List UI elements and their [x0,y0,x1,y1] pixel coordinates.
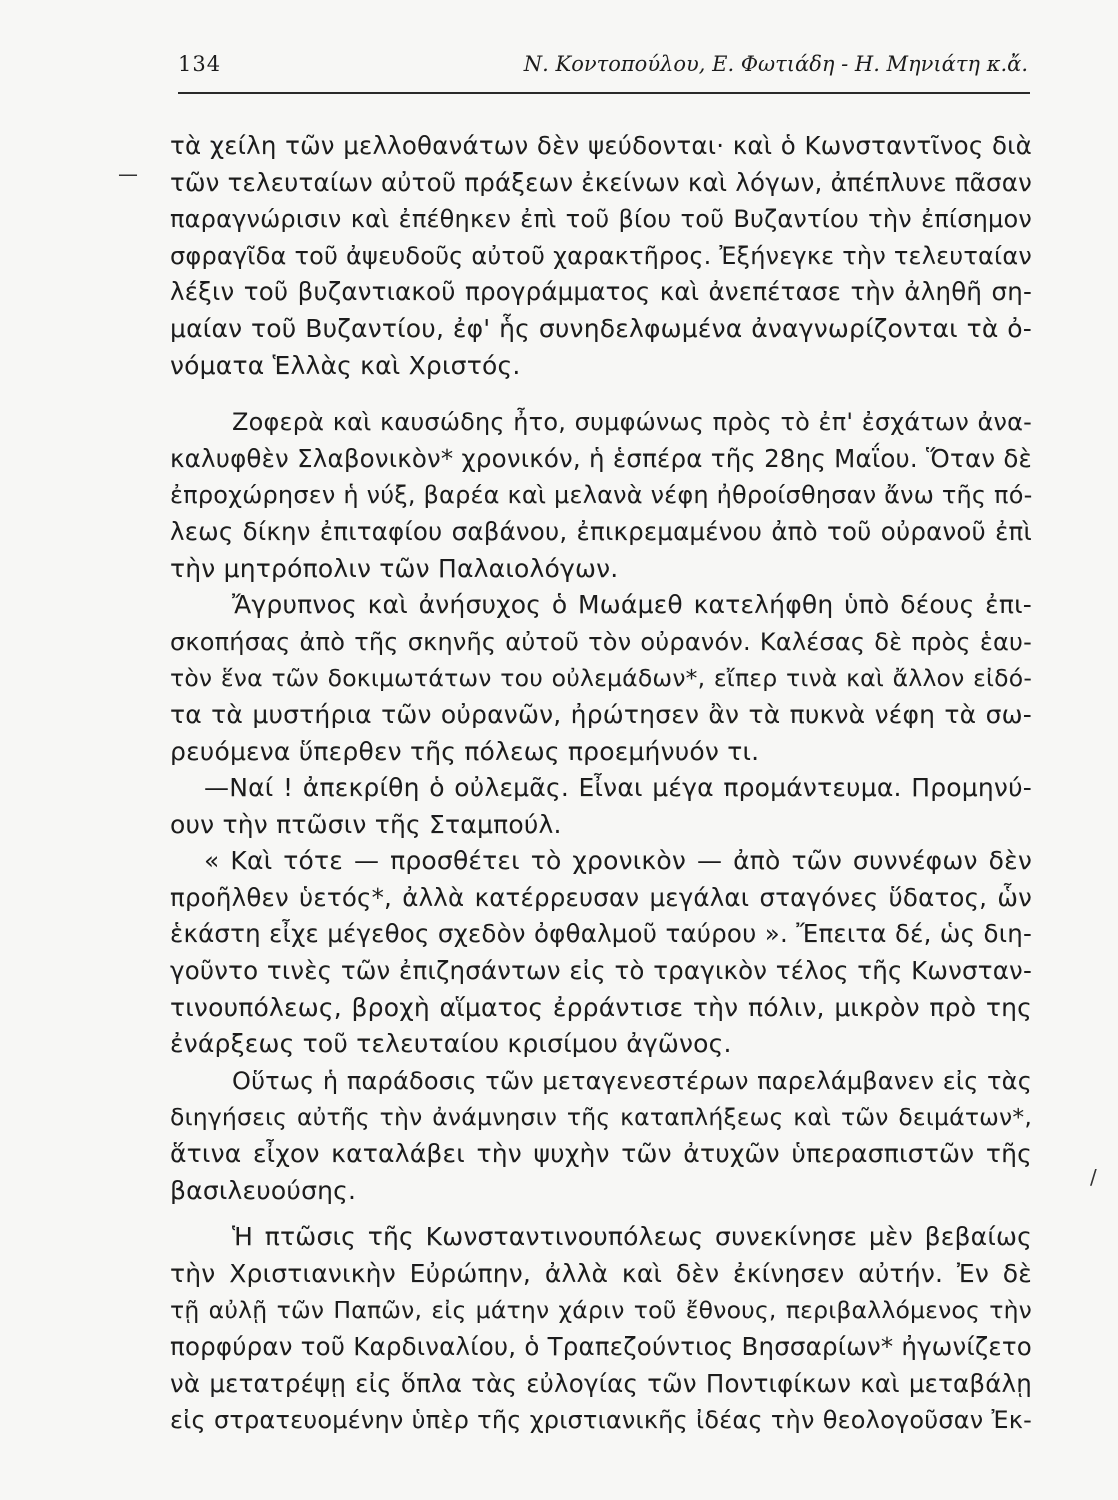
body-text [170,128,1032,1439]
page-number: 134 [178,52,222,76]
text-line: νόματα Ἑλλὰς καὶ Χριστός. [170,350,521,380]
text-line: καλυφθὲν Σλαβονικὸν* χρονικόν, ἡ ἑσπέρα τῆς 28ης Μαΐου. Ὅταν δὲ [170,443,1032,473]
paragraph [170,1219,1032,1439]
text-line: Οὕτως ἡ παράδοσις τῶν μεταγενεστέρων παρελάμβανεν εἰς τὰς [232,1066,1032,1095]
paragraph [170,1063,1032,1209]
margin-slash-mark: / [1090,1165,1097,1189]
paragraph [170,770,1032,843]
text-line: Ζοφερὰ καὶ καυσώδης ἦτο, συμφώνως πρὸς τὸ ἐπ' ἐσχάτων ἀνα- [232,408,1032,437]
paragraph [170,587,1032,770]
paragraph [170,843,1032,1063]
margin-dash-mark: — [118,162,138,186]
text-line: νὰ μετατρέψῃ εἰς ὅπλα τὰς εὐλογίας τῶν Ποντιφίκων καὶ μεταβάλῃ [170,1368,1032,1398]
paragraph [170,128,1032,384]
text-line: γοῦντο τινὲς τῶν ἐπιζησάντων εἰς τὸ τραγικὸν τέλος τῆς Κωνσταν- [170,956,1032,986]
text-line: τινουπόλεως, βροχὴ αἵματος ἐρράντισε τὴν πόλιν, μικρὸν πρὸ της [170,992,1032,1022]
running-head: Ν. Κοντοπούλου, Ε. Φωτιάδη - Η. Μηνιάτη κ.ἄ. [523,52,1028,76]
text-line: ἐνάρξεως τοῦ τελευταίου κρισίμου ἀγῶνος. [170,1029,732,1059]
text-line: μαίαν τοῦ Βυζαντίου, ἐφ' ἧς συνηδελφωμένα ἀναγνωρίζονται τὰ ὀ- [170,313,1032,343]
text-line: « Καὶ τότε — προσθέτει τὸ χρονικὸν — ἀπὸ τῶν συννέφων δὲν [204,846,1032,876]
paragraph [170,404,1032,587]
text-line: εἰς στρατευομένην ὑπὲρ τῆς χριστιανικῆς ἰδέας τὴν θεολογοῦσαν Ἐκ- [170,1406,1032,1435]
text-line: Ἡ πτῶσις τῆς Κωνσταντινουπόλεως συνεκίνησε μὲν βεβαίως [232,1222,1032,1252]
text-line: τὴν Χριστιανικὴν Εὐρώπην, ἀλλὰ καὶ δὲν ἐκίνησεν αὐτήν. Ἐν δὲ [170,1258,1032,1288]
text-line: τα τὰ μυστήρια τῶν οὐρανῶν, ἠρώτησεν ἂν τὰ πυκνὰ νέφη τὰ σω- [170,699,1032,729]
text-line: διηγήσεις αὐτῆς τὴν ἀνάμνησιν τῆς καταπλήξεως καὶ τῶν δειμάτων*, [170,1103,1032,1132]
text-line: παραγνώρισιν καὶ ἐπέθηκεν ἐπὶ τοῦ βίου τοῦ Βυζαντίου τὴν ἐπίσημον [170,205,1032,234]
text-line: τῶν τελευταίων αὐτοῦ πράξεων ἐκείνων καὶ λόγων, ἀπέπλυνε πᾶσαν [170,167,1032,197]
text-line: ἅτινα εἶχον καταλάβει τὴν ψυχὴν τῶν ἀτυχῶν ὑπερασπιστῶν τῆς [170,1139,1032,1169]
text-line: ἑκάστη εἶχε μέγεθος σχεδὸν ὀφθαλμοῦ ταύρου ». Ἔπειτα δέ, ὡς διη- [170,919,1032,949]
text-line: ουν τὴν πτῶσιν τῆς Σταμπούλ. [170,809,562,839]
text-line: ἐπροχώρησεν ἡ νύξ, βαρέα καὶ μελανὰ νέφη ἠθροίσθησαν ἄνω τῆς πό- [170,481,1033,510]
text-line: προῆλθεν ὑετός*, ἀλλὰ κατέρρευσαν μεγάλαι σταγόνες ὕδατος, ὧν [170,882,1032,912]
text-line: ρευόμενα ὕπερθεν τῆς πόλεως προεμήνυόν τι. [170,736,760,766]
text-line: σκοπήσας ἀπὸ τῆς σκηνῆς αὐτοῦ τὸν οὐρανόν. Καλέσας δὲ πρὸς ἑαυ- [170,627,1032,656]
text-line: τῇ αὐλῇ τῶν Παπῶν, εἰς μάτην χάριν τοῦ ἔθνους, περιβαλλόμενος τὴν [170,1296,1032,1325]
page-header [178,52,1030,94]
text-line: τὸν ἕνα τῶν δοκιμωτάτων του οὐλεμάδων*, εἴπερ τινὰ καὶ ἄλλον εἰδό- [170,664,1032,693]
text-line: βασιλευούσης. [170,1175,357,1205]
text-line: Ἄγρυπνος καὶ ἀνήσυχος ὁ Μωάμεθ κατελήφθη ὑπὸ δέους ἐπι- [232,590,1032,620]
text-line: σφραγῖδα τοῦ ἀψευδοῦς αὐτοῦ χαρακτῆρος. Ἐξήνεγκε τὴν τελευταίαν [170,241,1032,270]
text-line: τὰ χείλη τῶν μελλοθανάτων δὲν ψεύδονται· καὶ ὁ Κωνσταντῖνος διὰ [170,131,1032,160]
text-line: πορφύραν τοῦ Καρδιναλίου, ὁ Τραπεζούντιος Βησσαρίων* ἠγωνίζετο [170,1332,1032,1361]
text-line: —Ναί ! ἀπεκρίθη ὁ οὐλεμᾶς. Εἶναι μέγα προμάντευμα. Προμηνύ- [204,773,1032,803]
text-line: λέξιν τοῦ βυζαντιακοῦ προγράμματος καὶ ἀνεπέτασε τὴν ἀληθῆ ση- [170,277,1032,307]
text-line: τὴν μητρόπολιν τῶν Παλαιολόγων. [170,553,619,583]
text-line: λεως δίκην ἐπιταφίου σαβάνου, ἐπικρεμαμένου ἀπὸ τοῦ οὐρανοῦ ἐπὶ [170,516,1032,546]
